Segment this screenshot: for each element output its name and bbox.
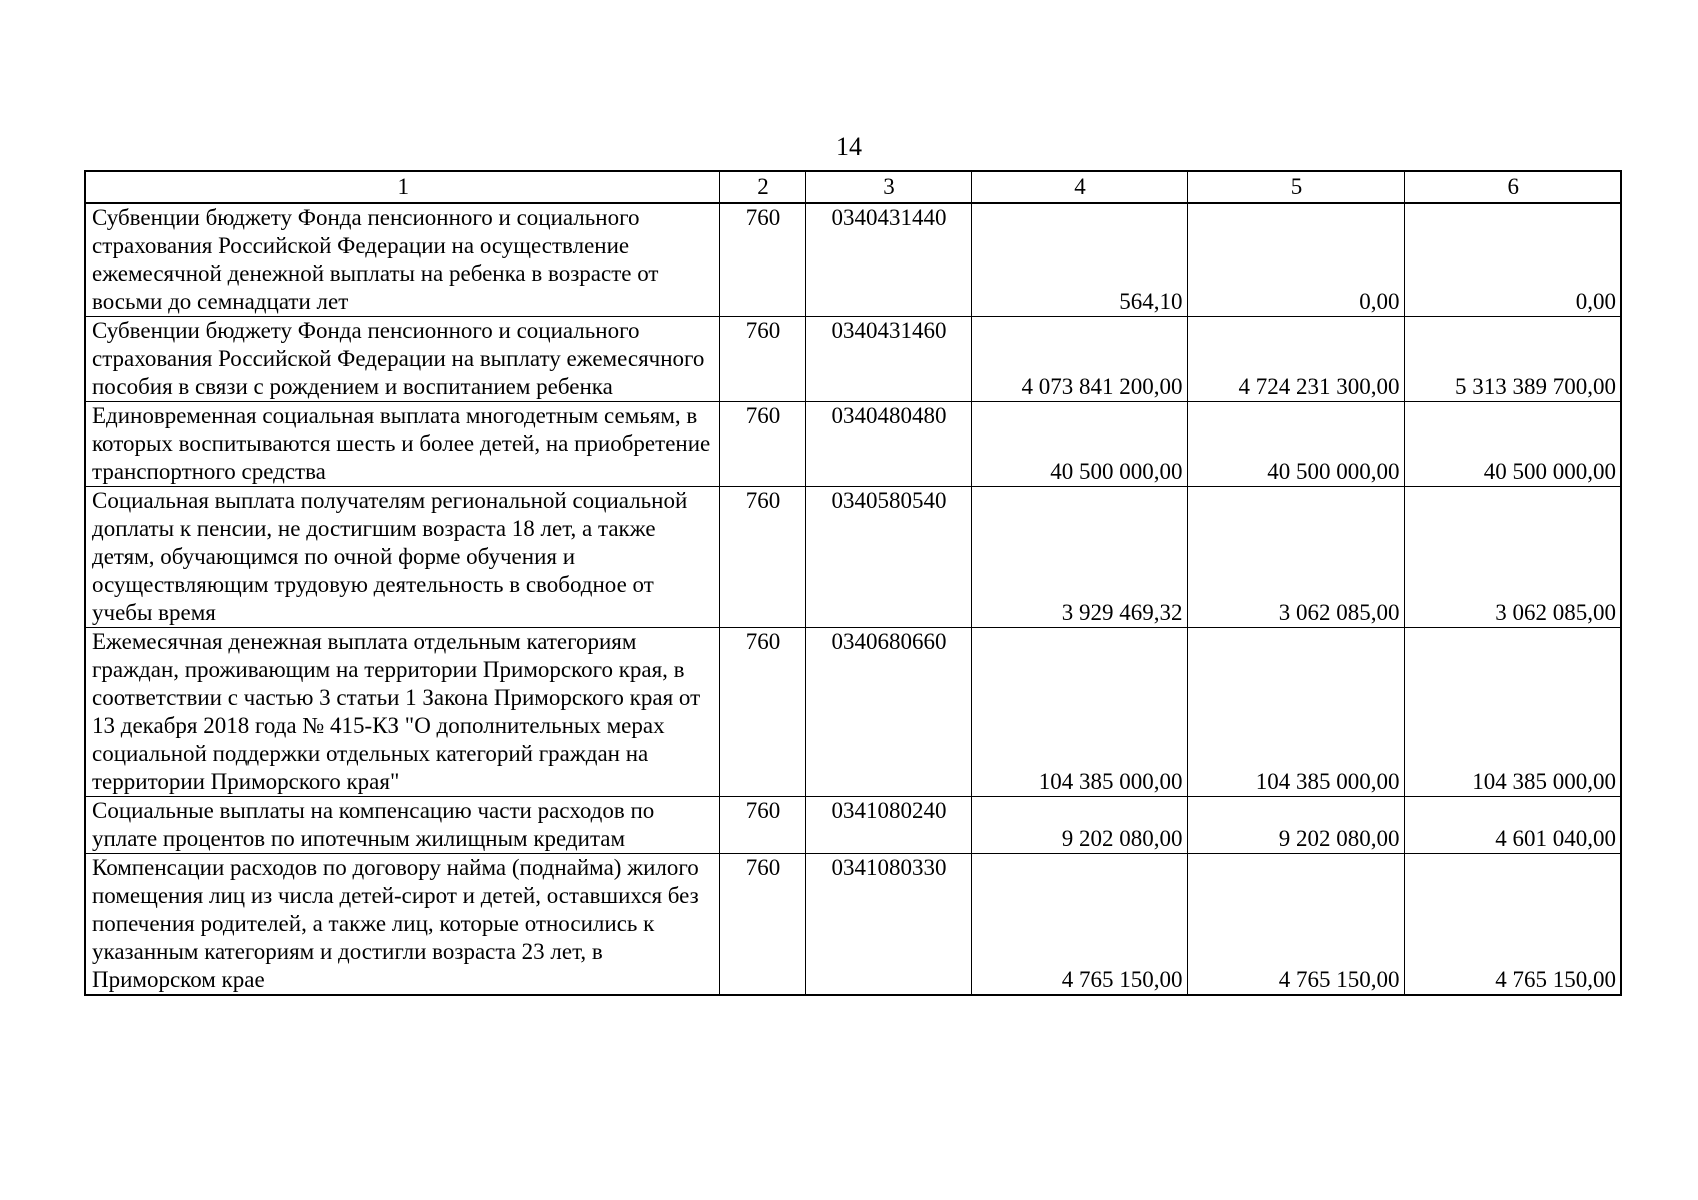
- row-col5: 9 202 080,00: [1187, 797, 1404, 854]
- row-col6: 4 601 040,00: [1404, 797, 1621, 854]
- row-name: Социальные выплаты на компенсацию части расходов по уплате процентов по ипотечным жилищным кредитам: [85, 797, 719, 854]
- row-col2: 760: [719, 203, 805, 317]
- row-col5: 0,00: [1187, 203, 1404, 317]
- row-name: Субвенции бюджету Фонда пенсионного и социального страхования Российской Федерации на осуществление ежемесячной денежной выплаты на ребенка в возрасте от восьми до семнадцати лет: [85, 203, 719, 317]
- row-col6: 40 500 000,00: [1404, 402, 1621, 487]
- row-col3: 0341080330: [805, 854, 971, 996]
- row-col5: 104 385 000,00: [1187, 628, 1404, 797]
- row-name: Социальная выплата получателям региональной социальной доплаты к пенсии, не достигшим возраста 18 лет, а также детям, обучающимся по очной форме обучения и осуществляющим трудовую деятельность в свободное от учебы время: [85, 487, 719, 628]
- row-name: Субвенции бюджету Фонда пенсионного и социального страхования Российской Федерации на выплату ежемесячного пособия в связи с рождением и воспитанием ребенка: [85, 317, 719, 402]
- header-row: [85, 171, 1621, 203]
- row-col6: 5 313 389 700,00: [1404, 317, 1621, 402]
- header-col-5: 5: [1187, 171, 1404, 203]
- table-header: [85, 171, 1621, 203]
- row-name: Единовременная социальная выплата многодетным семьям, в которых воспитываются шесть и более детей, на приобретение транспортного средства: [85, 402, 719, 487]
- row-col5: 3 062 085,00: [1187, 487, 1404, 628]
- table-body: [85, 203, 1621, 995]
- table-row: [85, 487, 1621, 628]
- row-name: Ежемесячная денежная выплата отдельным категориям граждан, проживающим на территории Приморского края, в соответствии с частью 3 статьи 1 Закона Приморского края от 13 декабря 2018 года № 415-КЗ "О дополнительных мерах социальной поддержки отдельных категорий граждан на территории Приморского края": [85, 628, 719, 797]
- row-col2: 760: [719, 628, 805, 797]
- row-col4: 564,10: [971, 203, 1187, 317]
- table-row: [85, 402, 1621, 487]
- row-col6: 104 385 000,00: [1404, 628, 1621, 797]
- table-row: [85, 628, 1621, 797]
- row-col2: 760: [719, 402, 805, 487]
- row-col4: 9 202 080,00: [971, 797, 1187, 854]
- row-col3: 0340680660: [805, 628, 971, 797]
- row-col3: 0340431460: [805, 317, 971, 402]
- page-number: 14: [836, 132, 862, 161]
- row-col6: 4 765 150,00: [1404, 854, 1621, 996]
- row-col3: 0340480480: [805, 402, 971, 487]
- row-col4: 4 765 150,00: [971, 854, 1187, 996]
- header-col-2: 2: [719, 171, 805, 203]
- table-row: [85, 797, 1621, 854]
- row-col4: 40 500 000,00: [971, 402, 1187, 487]
- table-row: [85, 317, 1621, 402]
- row-col2: 760: [719, 317, 805, 402]
- table-row: [85, 854, 1621, 996]
- row-col5: 4 765 150,00: [1187, 854, 1404, 996]
- row-col3: 0340431440: [805, 203, 971, 317]
- header-col-6: 6: [1404, 171, 1621, 203]
- row-col3: 0341080240: [805, 797, 971, 854]
- row-col2: 760: [719, 854, 805, 996]
- row-name: Компенсации расходов по договору найма (поднайма) жилого помещения лиц из числа детей-сирот и детей, оставшихся без попечения родителей, а также лиц, которые относились к указанным категориям и достигли возраста 23 лет, в Приморском крае: [85, 854, 719, 996]
- row-col2: 760: [719, 797, 805, 854]
- row-col4: 104 385 000,00: [971, 628, 1187, 797]
- header-col-1: 1: [85, 171, 719, 203]
- row-col4: 3 929 469,32: [971, 487, 1187, 628]
- row-col6: 3 062 085,00: [1404, 487, 1621, 628]
- row-col5: 4 724 231 300,00: [1187, 317, 1404, 402]
- budget-table: [84, 170, 1622, 996]
- table-row: [85, 203, 1621, 317]
- header-col-4: 4: [971, 171, 1187, 203]
- row-col4: 4 073 841 200,00: [971, 317, 1187, 402]
- row-col3: 0340580540: [805, 487, 971, 628]
- row-col5: 40 500 000,00: [1187, 402, 1404, 487]
- header-col-3: 3: [805, 171, 971, 203]
- row-col6: 0,00: [1404, 203, 1621, 317]
- row-col2: 760: [719, 487, 805, 628]
